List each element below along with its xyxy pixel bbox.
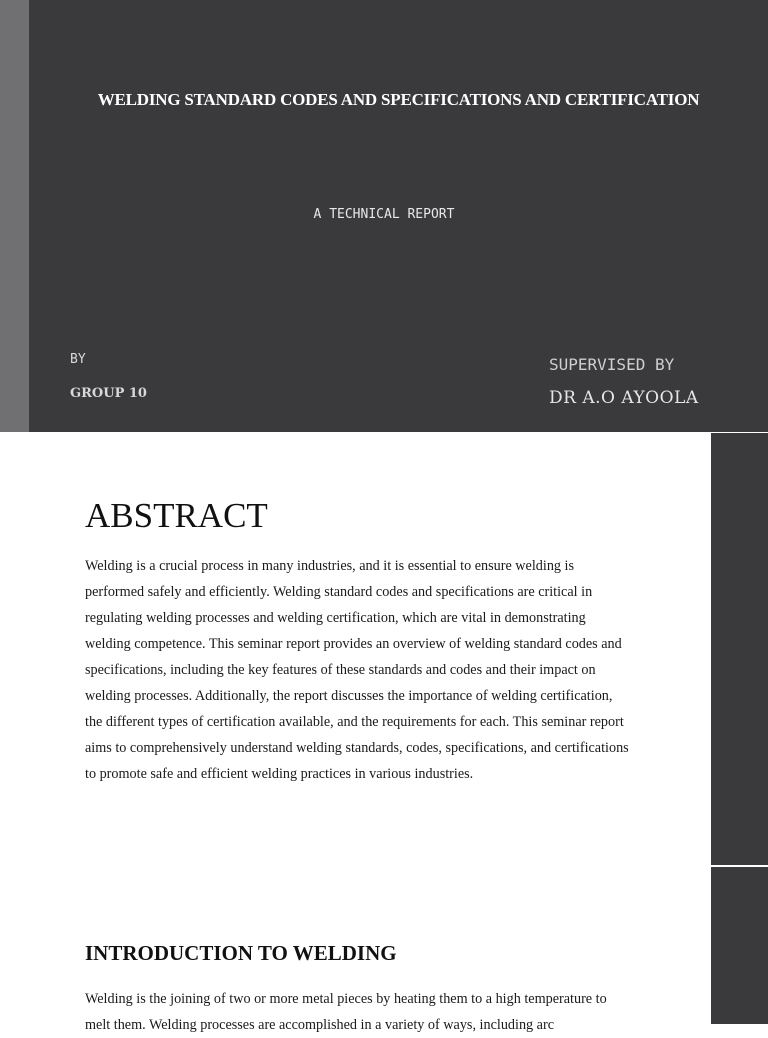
by-label: BY [70, 352, 86, 367]
report-title: WELDING STANDARD CODES AND SPECIFICATIONS AND CERTIFICATION [97, 90, 700, 109]
supervised-by-label: SUPERVISED BY [549, 355, 675, 374]
supervisor-name: DR A.O AYOOLA [549, 388, 699, 408]
report-subtitle: A TECHNICAL REPORT [313, 207, 455, 222]
cover-block [0, 0, 768, 432]
author-group: GROUP 10 [70, 386, 147, 401]
introduction-heading: INTRODUCTION TO WELDING [85, 941, 397, 965]
side-decoration-bar-lower [711, 867, 768, 1024]
abstract-heading: ABSTRACT [85, 496, 268, 535]
abstract-paragraph: Welding is a crucial process in many industries, and it is essential to ensure welding is performed safely and efficiently. Welding standard codes and specifications are critical in regulating welding processes and welding certification, which are vital in demonstrating welding competence. This seminar report provides an overview of welding standard codes and specifications, including the key features of these standards and codes and their impact on welding processes. Additionally, the report discusses the importance of welding certification, the different types of certification available, and the requirements for each. This seminar report aims to comprehensively understand welding standards, codes, specifications, and certifications to promote safe and efficient welding practices in various industries. [85, 558, 629, 782]
side-decoration-bar [711, 433, 768, 865]
introduction-paragraph: Welding is the joining of two or more metal pieces by heating them to a high temperature to melt them. Welding processes are accomplished in a variety of ways, including arc [85, 991, 607, 1033]
